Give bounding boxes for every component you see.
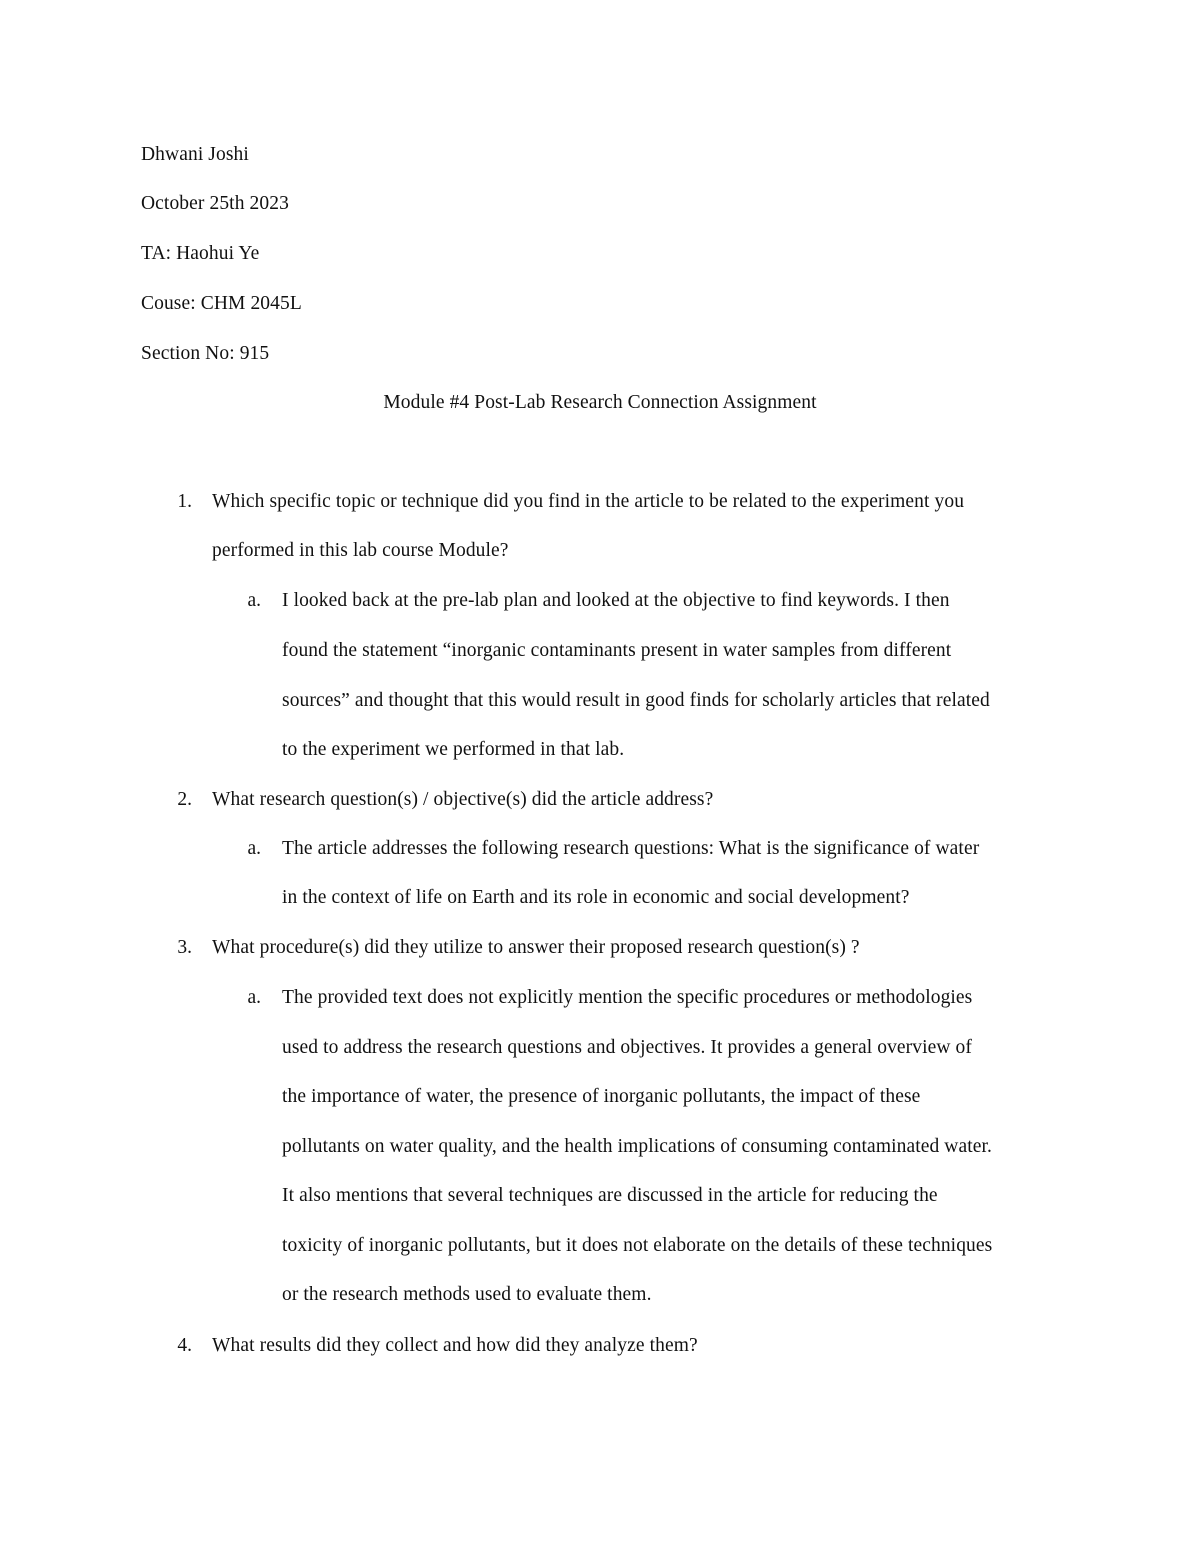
student-name: Dhwani Joshi bbox=[141, 144, 249, 165]
answer-3-line-6: toxicity of inorganic pollutants, but it does not elaborate on the details of these techniques bbox=[282, 1235, 993, 1256]
answer-1-line-1: I looked back at the pre-lab plan and looked at the objective to find keywords. I then bbox=[282, 590, 950, 611]
question-1-line-1: Which specific topic or technique did you find in the article to be related to the experiment you bbox=[212, 491, 965, 512]
answer-3-line-7: or the research methods used to evaluate them. bbox=[282, 1284, 652, 1305]
course-code: Couse: CHM 2045L bbox=[141, 293, 302, 314]
answer-2-label: a. bbox=[247, 838, 261, 859]
question-1-line-2: performed in this lab course Module? bbox=[212, 540, 509, 561]
question-4-line-1: What results did they collect and how did they analyze them? bbox=[212, 1335, 698, 1356]
question-4-number: 4. bbox=[177, 1335, 192, 1356]
answer-3-line-2: used to address the research questions and objectives. It provides a general overview of bbox=[282, 1037, 972, 1058]
answer-2-line-2: in the context of life on Earth and its role in economic and social development? bbox=[282, 887, 910, 908]
answer-3-line-3: the importance of water, the presence of inorganic pollutants, the impact of these bbox=[282, 1086, 921, 1107]
question-1-number: 1. bbox=[177, 491, 192, 512]
answer-3-line-1: The provided text does not explicitly mention the specific procedures or methodologies bbox=[282, 987, 973, 1008]
question-2-number: 2. bbox=[177, 789, 192, 810]
answer-3-line-5: It also mentions that several techniques are discussed in the article for reducing the bbox=[282, 1185, 938, 1206]
answer-3-line-4: pollutants on water quality, and the health implications of consuming contaminated water. bbox=[282, 1136, 993, 1157]
answer-2-line-1: The article addresses the following research questions: What is the significance of water bbox=[282, 838, 980, 859]
answer-1-label: a. bbox=[247, 590, 261, 611]
answer-1-line-3: sources” and thought that this would result in good finds for scholarly articles that related bbox=[282, 690, 990, 711]
answer-3-label: a. bbox=[247, 987, 261, 1008]
document-title: Module #4 Post-Lab Research Connection Assignment bbox=[383, 392, 817, 413]
ta-name: TA: Haohui Ye bbox=[141, 243, 260, 264]
assignment-date: October 25th 2023 bbox=[141, 193, 289, 214]
section-number: Section No: 915 bbox=[141, 343, 270, 364]
question-3-line-1: What procedure(s) did they utilize to answer their proposed research question(s) ? bbox=[212, 937, 860, 958]
question-3-number: 3. bbox=[177, 937, 192, 958]
answer-1-line-2: found the statement “inorganic contaminants present in water samples from different bbox=[282, 640, 952, 661]
question-2-line-1: What research question(s) / objective(s) did the article address? bbox=[212, 789, 714, 810]
answer-1-line-4: to the experiment we performed in that lab. bbox=[282, 739, 625, 760]
